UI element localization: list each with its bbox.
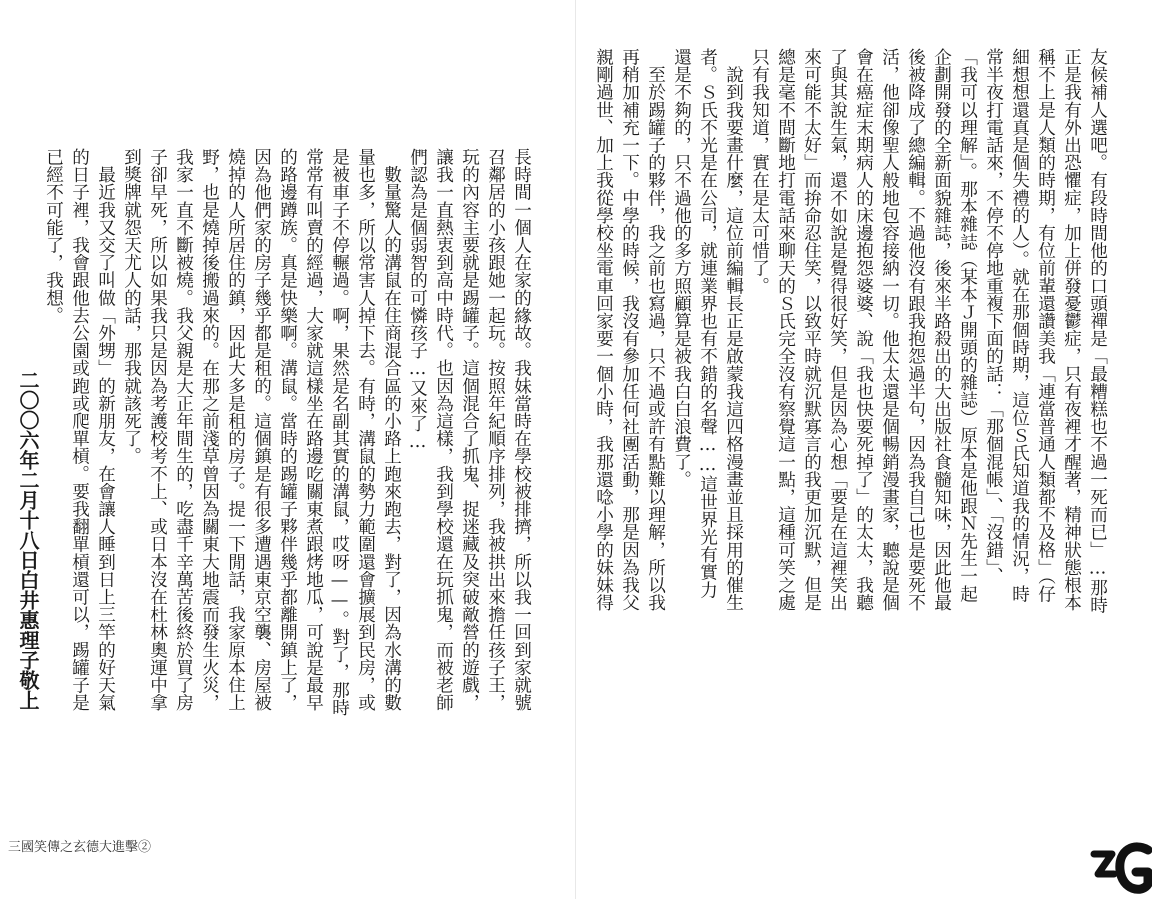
right-column-6: 「我可以理解」。那本雜誌（某本Ｊ開頭的雜誌）原本是他跟Ｎ先生一起 [957, 48, 978, 603]
right-column-13: 總是毫不間斷地打電話來聊天的Ｓ氏完全沒有察覺這一點，這種可笑之處 [775, 48, 796, 612]
page-gutter [575, 0, 576, 899]
right-column-16: 者。Ｓ氏不光是在公司，就連業界也有不錯的名聲……這世界光有實力 [697, 48, 718, 599]
right-column-15: 說到我要畫什麼，這位前編輯長正是啟蒙我這四格漫畫並且採用的催生 [723, 48, 744, 612]
right-column-9: 活，他卻像聖人般地包容接納一切。他太太還是個暢銷漫畫家，聽說是個 [879, 48, 900, 612]
left-column-19: 已經不可能了，我想。 [43, 148, 64, 324]
right-column-18: 至於踢罐子的夥伴，我之前也寫過，只不過或許有點難以理解，所以我 [645, 48, 666, 612]
signature-date: 二〇〇六年二月十八日白井惠理子敬上 [16, 370, 40, 710]
running-footer: 三國笑傳之玄德大進擊② [8, 840, 152, 855]
left-column-13: 野，也是燒掉後搬過來的。在那之前淺草曾因為關東大地震而發生火災， [199, 148, 220, 712]
left-column-14: 我家一直不斷被燒。我父親是大正年間生的，吃盡千辛萬苦後終於買了房 [173, 148, 194, 712]
left-column-3: 玩的內容主要就是踢罐子。這個混合了抓鬼、捉迷藏及突破敵營的遊戲， [459, 148, 480, 712]
right-column-1: 友候補人選吧。有段時間他的口頭禪是「最糟糕也不過一死而已」…那時 [1087, 48, 1108, 614]
left-column-17: 最近我又交了叫做「外甥」的新朋友，在會讓人睡到日上三竿的好天氣 [95, 148, 116, 712]
left-column-7: 量也多，所以常害人掉下去。有時，溝鼠的勢力範圍還會擴展到民房，或 [355, 148, 376, 712]
left-column-18: 的日子裡，我會跟他去公園或跑或爬單槓。要我翻單槓還可以，踢罐子是 [69, 148, 90, 712]
left-column-1: 長時間一個人在家的緣故。我妹當時在學校被排擠，所以我一回到家就號 [511, 148, 532, 712]
right-column-19: 再稍加補充一下。中學的時候，我沒有參加任何社團活動，那是因為我父 [619, 48, 640, 612]
left-column-15: 子卻早死，所以如果我只是因為考護校考不上、或日本沒在杜林奧運中拿 [147, 148, 168, 712]
left-column-9: 常常有叫賣的經過，大家就這樣坐在路邊吃關東煮跟烤地瓜，可說是最早 [303, 148, 324, 712]
right-column-7: 企劃開發的全新面貌雜誌，後來半路殺出的大出版社食髓知味，因此他最 [931, 48, 952, 612]
right-column-3: 稱不上是人類的時期，有位前輩還讚美我「連當普通人類都不及格」（仔 [1035, 48, 1056, 603]
right-column-20: 親剛過世、加上我從學校坐電車回家要一個小時，我那還唸小學的妹妹得 [593, 48, 614, 612]
left-column-8: 是被車子不停輾過。啊，果然是名副其實的溝鼠，哎呀——。對了，那時 [329, 148, 350, 716]
left-column-4: 讓我一直熱衷到高中時代。也因為這樣，我到學校還在玩抓鬼，而被老師 [433, 148, 454, 712]
right-column-12: 來可能不太好」而拚命忍住笑，以致平時就沉默寡言的我更加沉默，但是 [801, 48, 822, 612]
left-column-10: 的路邊蹲族。真是快樂啊。溝鼠。當時的踢罐子夥伴幾乎都離開鎮上了， [277, 148, 298, 712]
publisher-logo [1090, 840, 1152, 899]
left-column-2: 召鄰居的小孩跟她一起玩。按照年紀順序排列，我被拱出來擔任孩子王， [485, 148, 506, 712]
right-column-4: 細想想還真是個失禮的人）。就在那個時期，這位Ｓ氏知道我的情況，時 [1009, 48, 1030, 603]
left-column-11: 因為他們家的房子幾乎都是租的。這個鎮是有很多遭遇東京空襲、房屋被 [251, 148, 272, 712]
right-column-8: 後被降成了總編輯。不過他沒有跟我抱怨過半句，因為我自己也是要死不 [905, 48, 926, 612]
right-column-5: 常半夜打電話來，不停不停地重複下面的話：「那個混帳」、「沒錯」、 [983, 48, 1004, 585]
right-column-14: 只有我知道，實在是太可惜了。 [749, 48, 770, 295]
left-column-12: 燒掉的人所居住的鎮，因此大多是租的房子。提一下閒話，我家原本住上 [225, 148, 246, 712]
left-column-16: 到獎牌就怨天尤人的話，那我就該死了。 [121, 148, 142, 465]
left-column-5: 們認為是個弱智的可憐孩子…又來了… [407, 148, 428, 452]
right-column-11: 了與其說生氣，還不如說是覺得很好笑，但是因為心想「要是在這裡笑出 [827, 48, 848, 612]
right-column-10: 會在癌症末期病人的床邊抱怨婆婆、說「我也快要死掉了」的太太，我聽 [853, 48, 874, 612]
right-column-17: 還是不夠的，只不過他的多方照顧算是被我白白浪費了。 [671, 48, 692, 488]
right-column-2: 正是我有外出恐懼症，加上併發憂鬱症，只有夜裡才醒著，精神狀態根本 [1061, 48, 1082, 612]
left-column-6: 數量驚人的溝鼠在住商混合區的小路上跑來跑去，對了，因為水溝的數 [381, 148, 402, 712]
